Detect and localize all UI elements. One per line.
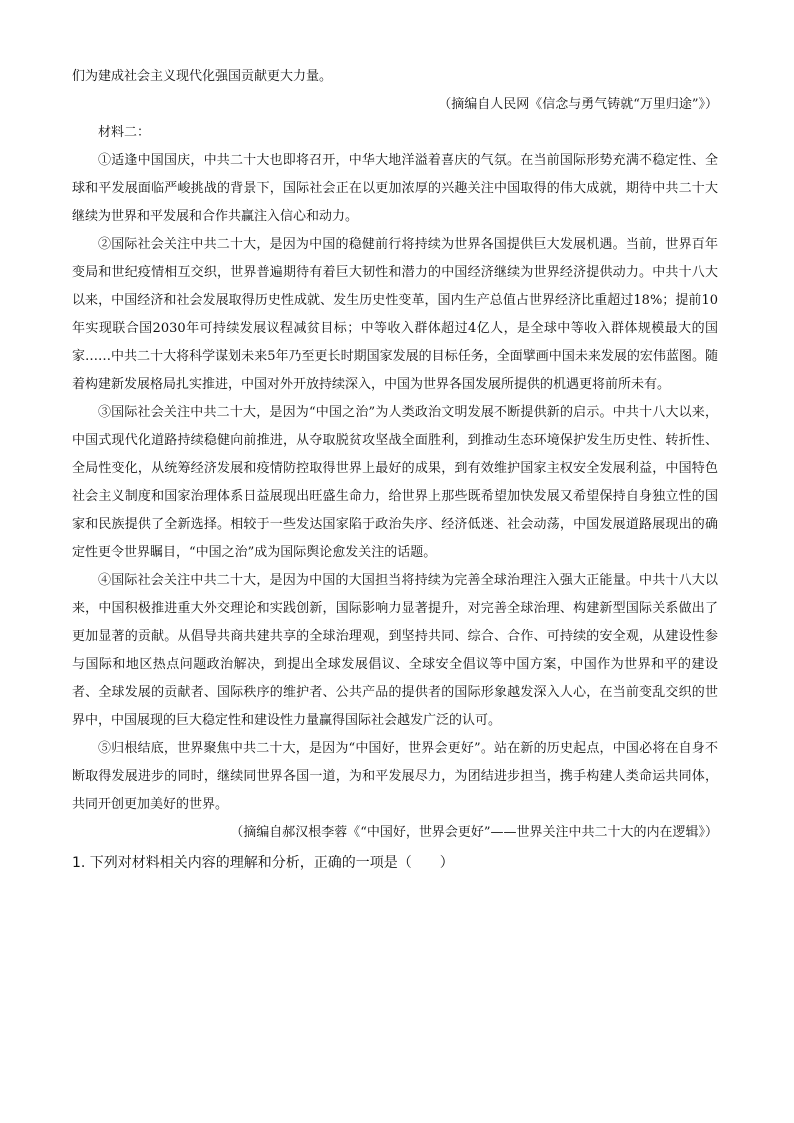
paragraph-2: ②国际社会关注中共二十大，是因为中国的稳健前行将持续为世界各国提供巨大发展机遇。当前，世界百年变局和世纪疫情相互交织，世界普遍期待有着巨大韧性和潜力的中国经济继续为世界经济提供动力。中共十八大以来，中国经济和社会发展取得历史性成就、发生历史性变革，国内生产总值占世界经济比重超过18%；提前10年实现联合国2030年可持续发展议程减贫目标；中等收入群体超过4亿人，是全球中等收入群体规模最大的国家……中共二十大将科学谋划未来5年乃至更长时期国家发展的目标任务，全面擘画中国未来发展的宏伟蓝图。随着构建新发展格局扎实推进，中国对外开放持续深入，中国为世界各国发展所提供的机遇更将前所未有。	[72, 237, 718, 392]
source-citation-2: （摘编自郝汉根李蓉《“中国好，世界会更好”——世界关注中共二十大的内在逻辑》）	[230, 825, 718, 840]
document-body	[72, 63, 718, 877]
question-1: 1. 下列对材料相关内容的理解和分析，正确的一项是（ ）	[72, 855, 454, 871]
material-label: 材料二：	[98, 125, 151, 140]
paragraph-5: ⑤归根结底，世界聚焦中共二十大，是因为“中国好，世界会更好”。站在新的历史起点，中国必将在自身不断取得发展进步的同时，继续同世界各国一道，为和平发展尽力，为团结进步担当，携手构建人类命运共同体，共同开创更加美好的世界。	[72, 741, 718, 812]
source-citation-1: （摘编自人民网《信念与勇气铸就“万里归途”》）	[438, 97, 718, 112]
carry-over-line: 们为建成社会主义现代化强国贡献更大力量。	[72, 69, 333, 84]
paragraph-3: ③国际社会关注中共二十大，是因为“中国之治”为人类政治文明发展不断提供新的启示。中共十八大以来，中国式现代化道路持续稳健向前推进，从夺取脱贫攻坚战全面胜利，到推动生态环境保护发生历史性、转折性、全局性变化，从统筹经济发展和疫情防控取得世界上最好的成果，到有效维护国家主权安全发展利益，中国特色社会主义制度和国家治理体系日益展现出旺盛生命力，给世界上那些既希望加快发展又希望保持自身独立性的国家和民族提供了全新选择。相较于一些发达国家陷于政治失序、经济低迷、社会动荡，中国发展道路展现出的确定性更令世界瞩目，“中国之治”成为国际舆论愈发关注的话题。	[72, 405, 718, 560]
paragraph-1: ①适逢中国国庆，中共二十大也即将召开，中华大地洋溢着喜庆的气氛。在当前国际形势充满不稳定性、全球和平发展面临严峻挑战的背景下，国际社会正在以更加浓厚的兴趣关注中国取得的伟大成就，期待中共二十大继续为世界和平发展和合作共赢注入信心和动力。	[72, 153, 718, 224]
paragraph-4: ④国际社会关注中共二十大，是因为中国的大国担当将持续为完善全球治理注入强大正能量。中共十八大以来，中国积极推进重大外交理论和实践创新，国际影响力显著提升，对完善全球治理、构建新型国际关系做出了更加显著的贡献。从倡导共商共建共享的全球治理观，到坚持共同、综合、合作、可持续的安全观，从建设性参与国际和地区热点问题政治解决，到提出全球发展倡议、全球安全倡议等中国方案，中国作为世界和平的建设者、全球发展的贡献者、国际秩序的维护者、公共产品的提供者的国际形象越发深入人心，在当前变乱交织的世界中，中国展现的巨大稳定性和建设性力量赢得国际社会越发广泛的认可。	[72, 573, 718, 728]
